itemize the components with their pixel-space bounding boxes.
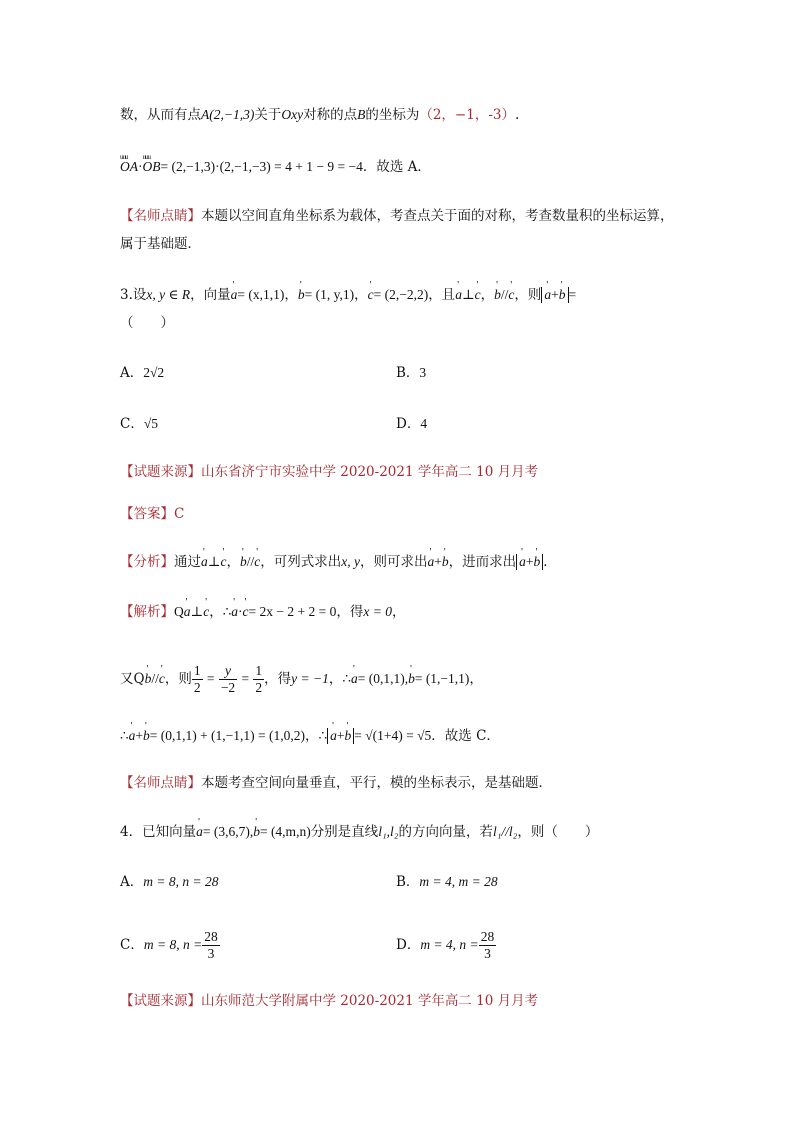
text: ，得 (336, 604, 364, 620)
therefore-symbol: ∴ (318, 728, 328, 743)
comment-tag: 【名师点睛】 (120, 208, 201, 224)
math: = (1,−1,1) (414, 671, 470, 686)
perp-symbol: ⊥ (207, 554, 221, 569)
comment-line-1 (120, 205, 674, 227)
option-value: 3 (419, 365, 427, 380)
math-result: y = −1 (291, 671, 329, 686)
vector-b: ' b (253, 821, 260, 843)
text: ．故选 A． (362, 159, 431, 175)
q4-option-c (120, 928, 220, 962)
vector-b: ' b (442, 551, 449, 573)
text: ，则 (164, 671, 192, 687)
vector-b: ' b (240, 551, 247, 573)
plus: + (434, 554, 442, 569)
option-label: B． (396, 874, 420, 890)
text: ，得 (264, 671, 292, 687)
fraction (253, 663, 264, 696)
vector-c: ' c (368, 284, 374, 306)
text: ，则 (514, 287, 542, 303)
vector-a: ' a (455, 284, 462, 306)
answer-coord: （2，−1，-3） (419, 107, 515, 123)
source-tag: 【试题来源】 (120, 464, 201, 480)
text: 3.设 (120, 287, 147, 303)
vector-a: ' a (519, 551, 526, 573)
vector-b: ' b (345, 725, 352, 747)
vector-b: ' b (143, 725, 150, 747)
text: 通过 (174, 554, 201, 570)
norm-expression (327, 728, 354, 744)
fraction (202, 929, 220, 962)
plus: + (525, 554, 534, 569)
math: = (2,−2,2) (373, 287, 429, 302)
question-3-paren (120, 312, 174, 334)
text: 的坐标为 (365, 107, 420, 123)
math-plane: Oxy (281, 107, 304, 122)
denominator: 2 (255, 680, 263, 695)
denominator: 3 (484, 946, 491, 961)
math-equation: = 2x − 2 + 2 = 0 (248, 604, 337, 619)
dot-symbol: · (138, 159, 143, 174)
option-b (396, 362, 426, 384)
therefore-symbol: ∴ (342, 671, 351, 686)
vector-b: ' b (408, 662, 415, 696)
option-value: m = 4, m = 28 (419, 874, 498, 889)
numerator: y (219, 663, 237, 680)
norm-expression (516, 554, 543, 570)
math: = (x,1,1) (237, 287, 285, 302)
source-line-q4 (120, 990, 538, 1012)
text: ，可列式求出 (260, 554, 342, 570)
text: ，则（ ） (517, 824, 599, 840)
parallel-symbol: // (151, 671, 159, 686)
text: ，则可求出 (359, 554, 428, 570)
option-label: C． (120, 937, 144, 953)
math-point-b: B (357, 107, 366, 122)
vector-a: ' a (184, 601, 191, 623)
analysis-line (120, 551, 557, 573)
text: 又Q (120, 671, 145, 687)
parallel-symbol: // (246, 554, 255, 569)
vector-a: ' a (231, 601, 238, 623)
numerator: 1 (255, 663, 263, 678)
plus: + (135, 728, 143, 743)
solution-line-1: 【解析】Q' a⊥' c，∴' a·' c= 2x − 2 + 2 = 0，得x = 0， (120, 601, 406, 623)
answer-blank: （ ） (120, 315, 174, 331)
denominator: 2 (193, 680, 201, 695)
solution-line-2: 又Q' b//' c，则 $\frac{1}{2}$ = $\frac{y}{-2}$ = $\frac{1}{2}$ ，得y = −1，∴' a= (0,1,1),' b= (1,−1,1)， (120, 662, 483, 696)
solution-line-3: ∴' a+' b= (0,1,1) + (1,−1,1) = (1,0,2)，∴' a+' b = √(1+4) = √5．故选 C． (120, 725, 500, 747)
source-text: 山东省济宁市实验中学 2020-2021 学年高二 10 月月考 (201, 464, 539, 480)
perp-symbol: ⊥ (461, 287, 475, 302)
fraction (219, 663, 237, 696)
text: ，进而求出 (448, 554, 517, 570)
text: ，且 (428, 287, 456, 303)
question-3-stem: 3.设x, y ∈ R，向量' a= (x,1,1)，' b= (1, y,1)，' c= (2,−2,2)，且' a⊥' c，' b//' c，则' a+' b = (120, 284, 576, 306)
dot-symbol: · (238, 604, 243, 619)
perp-symbol: ⊥ (190, 604, 204, 619)
vector-a: ' a (330, 725, 337, 747)
text: 数，从而有点 (120, 107, 201, 123)
math-equation: = (2,−1,3)·(2,−1,−3) = 4 + 1 − 9 = −4 (160, 159, 363, 174)
vector-oa: uuu OA (120, 156, 138, 178)
vector-c: ' c (508, 284, 514, 306)
comment-text: 本题以空间直角坐标系为载体，考查点关于面的对称，考查数量积的坐标运算， (201, 208, 674, 224)
therefore-symbol: ∴ (120, 728, 129, 743)
vector-b: ' b (559, 284, 566, 306)
answer-value: C (174, 506, 185, 522)
numerator: 28 (480, 929, 495, 944)
equals: = (568, 287, 577, 302)
vector-a: ' a (427, 551, 434, 573)
vector-a: ' a (196, 821, 203, 843)
option-value: 4 (420, 416, 428, 431)
source-line-q3 (120, 461, 538, 483)
math: = (1, y,1) (304, 287, 355, 302)
text: 的方向向量，若 (398, 824, 493, 840)
numerator: 28 (204, 929, 218, 944)
answer-tag: 【答案】 (120, 506, 174, 522)
option-label: D． (396, 416, 421, 432)
therefore-symbol: ∴ (222, 604, 232, 619)
text: 对称的点 (303, 107, 358, 123)
vector-c: ' c (203, 601, 209, 623)
question-4-stem (120, 821, 598, 843)
vector-c: ' c (243, 601, 249, 623)
math: = (3,6,7), (202, 824, 254, 839)
text: ， (392, 604, 406, 620)
math-xy: x, y (341, 554, 360, 569)
option-a (120, 362, 164, 384)
text-line-dot-product (120, 156, 431, 178)
math-equation: = √(1+4) = √5 (354, 728, 432, 743)
vector-b: ' b (494, 284, 501, 306)
math-point-a: A(2,−1,3) (201, 107, 255, 122)
option-d (396, 413, 427, 435)
math-result: x = 0 (363, 604, 392, 619)
source-text: 山东师范大学附属中学 2020-2021 学年高二 10 月月考 (201, 993, 539, 1009)
option-value: 2√2 (143, 365, 165, 380)
math-condition: l₁//l₂ (492, 824, 518, 839)
text: ．故选 C． (431, 728, 500, 744)
math-xy: x, y ∈ R (146, 287, 191, 302)
vector-b: ' b (298, 284, 305, 306)
source-tag: 【试题来源】 (120, 993, 201, 1009)
comment-text: 本题考查空间向量垂直，平行，模的坐标表示，是基础题． (201, 775, 552, 791)
fraction (192, 663, 203, 696)
text: 关于 (254, 107, 282, 123)
solution-tag: 【解析】 (120, 604, 174, 620)
vector-c: ' c (159, 662, 165, 696)
equals: = (206, 671, 215, 686)
math: = (4,m,n) (259, 824, 311, 839)
q4-option-b (396, 871, 498, 893)
vector-b: ' b (533, 551, 540, 573)
vector-a: ' a (351, 662, 358, 696)
option-label: B． (396, 365, 420, 381)
option-label: D． (396, 937, 421, 953)
option-label: A． (120, 365, 144, 381)
vector-c: ' c (475, 284, 481, 306)
text: 4．已知向量 (120, 824, 197, 840)
math-lines: l₁,l₂ (378, 824, 399, 839)
option-value: m = 4, n = (420, 937, 479, 952)
text-line-symmetric-point (120, 104, 519, 126)
comment-tag: 【名师点睛】 (120, 775, 201, 791)
denominator: −2 (220, 680, 236, 695)
denominator: 3 (207, 946, 215, 961)
math-equation: = (0,1,1) + (1,−1,1) = (1,0,2) (149, 728, 306, 743)
comment-line-q3 (120, 772, 552, 794)
parallel-symbol: // (500, 287, 509, 302)
plus: + (551, 287, 559, 302)
vector-c: ' c (254, 551, 260, 573)
vector-c: ' c (220, 551, 226, 573)
because-symbol: Q (174, 604, 184, 619)
vector-ob: uuu OB (143, 156, 161, 178)
q4-option-d (396, 928, 496, 962)
vector-a: ' a (544, 284, 551, 306)
plus: + (336, 728, 345, 743)
comment-line-2 (120, 233, 201, 255)
math: = (0,1,1), (357, 671, 409, 686)
vector-a: ' a (201, 551, 208, 573)
analysis-tag: 【分析】 (120, 554, 174, 570)
answer-line (120, 503, 184, 525)
text: 分别是直线 (310, 824, 379, 840)
option-value: m = 8, n = 28 (143, 874, 219, 889)
q4-option-a (120, 871, 218, 893)
vector-a: ' a (231, 284, 238, 306)
equals: = (241, 671, 250, 686)
comment-text: 属于基础题． (120, 236, 201, 252)
vector-a: ' a (129, 725, 136, 747)
text: . (514, 107, 520, 123)
text: ． (543, 554, 557, 570)
numerator: 1 (193, 663, 201, 678)
option-label: C． (120, 416, 144, 432)
fraction (479, 929, 497, 962)
norm-expression (541, 287, 568, 303)
text: ，向量 (190, 287, 231, 303)
text: ， (226, 554, 240, 570)
option-value: √5 (143, 416, 159, 431)
option-label: A． (120, 874, 144, 890)
vector-b: ' b (145, 662, 152, 696)
option-value: m = 8, n = (143, 937, 203, 952)
option-c (120, 413, 158, 435)
